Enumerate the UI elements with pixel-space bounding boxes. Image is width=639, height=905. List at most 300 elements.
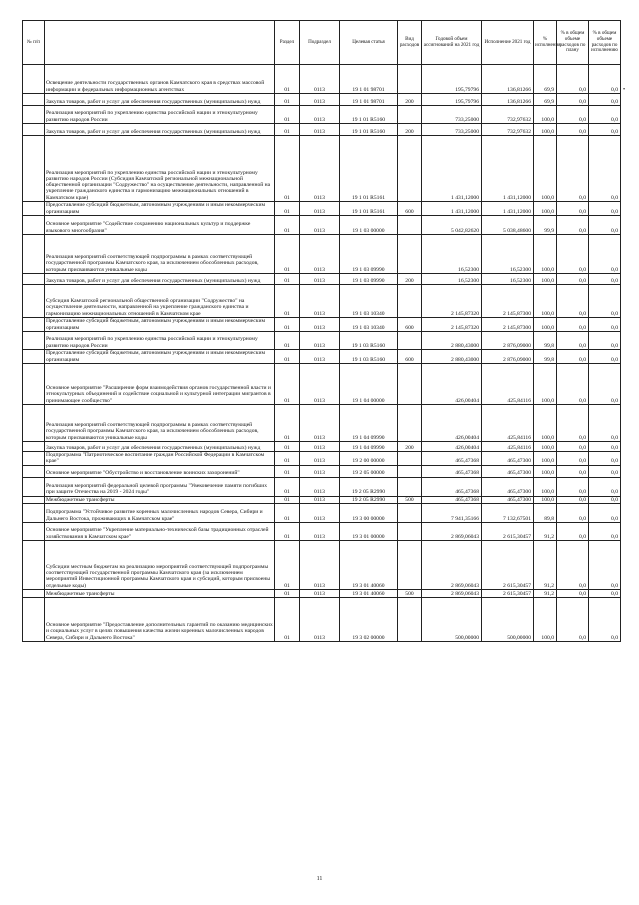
- cell-share-actual: 0,0: [589, 540, 621, 589]
- cell-expense-type: [398, 65, 422, 94]
- table-row: [23, 597, 621, 641]
- cell-actual: 7 132,67501: [482, 503, 534, 522]
- cell-subsection: 0113: [300, 235, 340, 274]
- cell-subsection: 0113: [300, 452, 340, 466]
- cell-subsection: 0113: [300, 540, 340, 589]
- cell-share-plan: 0,0: [557, 442, 589, 452]
- cell-plan: 2 145,87320: [422, 318, 482, 332]
- cell-subsection: 0113: [300, 503, 340, 522]
- cell-num: [23, 94, 45, 106]
- cell-section: 01: [275, 503, 300, 522]
- cell-share-actual: 0,0: [589, 350, 621, 364]
- cell-share-actual: 0,0: [589, 285, 621, 318]
- table-row: [23, 350, 621, 364]
- cell-section: 01: [275, 589, 300, 597]
- cell-share-plan: 0,0: [557, 522, 589, 540]
- header-name: [45, 21, 275, 65]
- cell-plan: 2 880,43000: [422, 350, 482, 364]
- table-header-row: [23, 21, 621, 65]
- cell-section: 01: [275, 496, 300, 503]
- cell-num: [23, 477, 45, 496]
- cell-section: 01: [275, 540, 300, 589]
- cell-share-actual: 0,0: [589, 465, 621, 477]
- cell-num: [23, 202, 45, 216]
- cell-name: Основное мероприятие "Расширение форм взаимодействия органов государственной власти и этнокультурных объединений и содействие социальной и культурной интеграции мигрантов в принимающее сообщество": [45, 364, 275, 405]
- cell-expense-type: [398, 452, 422, 466]
- header-actual: Исполнение 2021 год: [482, 21, 534, 65]
- cell-name: Освещение деятельности государственных органов Камчатского края в средствах массовой информации и федеральных информационных агентствах: [45, 65, 275, 94]
- cell-plan: 733,25000: [422, 124, 482, 136]
- cell-num: [23, 216, 45, 235]
- cell-target: 19 1 01 98701: [340, 65, 398, 94]
- cell-target: 19 1 04 00000: [340, 364, 398, 405]
- cell-pct: 100,0: [534, 318, 557, 332]
- table-row: [23, 452, 621, 466]
- cell-expense-type: [398, 503, 422, 522]
- cell-num: [23, 332, 45, 350]
- cell-share-actual: 0,0: [589, 589, 621, 597]
- cell-pct: 69,9: [534, 65, 557, 94]
- cell-plan: 2 145,87320: [422, 285, 482, 318]
- cell-name: Закупка товаров, работ и услуг для обеспечения государственных (муниципальных) нужд: [45, 274, 275, 285]
- cell-section: 01: [275, 452, 300, 466]
- cell-name: Закупка товаров, работ и услуг для обеспечения государственных (муниципальных) нужд: [45, 124, 275, 136]
- cell-pct: 99,8: [534, 332, 557, 350]
- cell-expense-type: [398, 285, 422, 318]
- cell-actual: 465,47300: [482, 452, 534, 466]
- cell-actual: 465,47300: [482, 477, 534, 496]
- cell-share-plan: 0,0: [557, 496, 589, 503]
- cell-expense-type: [398, 332, 422, 350]
- cell-section: 01: [275, 442, 300, 452]
- cell-target: 19 2 00 00000: [340, 452, 398, 466]
- cell-subsection: 0113: [300, 274, 340, 285]
- cell-num: [23, 442, 45, 452]
- cell-target: 19 2 05 R2990: [340, 496, 398, 503]
- table-row: [23, 442, 621, 452]
- table-row: [23, 202, 621, 216]
- cell-share-actual: 0,0: [589, 235, 621, 274]
- cell-expense-type: [398, 405, 422, 442]
- cell-section: 01: [275, 364, 300, 405]
- cell-pct: 100,0: [534, 405, 557, 442]
- cell-section: 01: [275, 522, 300, 540]
- cell-target: 19 1 03 00000: [340, 216, 398, 235]
- cell-share-plan: 0,0: [557, 136, 589, 202]
- cell-share-plan: 0,0: [557, 350, 589, 364]
- cell-pct: 100,0: [534, 496, 557, 503]
- cell-subsection: 0113: [300, 442, 340, 452]
- cell-num: [23, 503, 45, 522]
- cell-target: 19 1 03 R5160: [340, 350, 398, 364]
- cell-target: 19 1 01 R5160: [340, 106, 398, 124]
- cell-actual: 136,81266: [482, 65, 534, 94]
- cell-num: [23, 235, 45, 274]
- cell-target: 19 3 01 40060: [340, 540, 398, 589]
- cell-pct: 91,2: [534, 540, 557, 589]
- cell-actual: 2 615,30457: [482, 589, 534, 597]
- cell-plan: 2 869,06043: [422, 522, 482, 540]
- cell-num: [23, 318, 45, 332]
- cell-share-plan: 0,0: [557, 274, 589, 285]
- cell-num: [23, 124, 45, 136]
- cell-actual: 465,47300: [482, 496, 534, 503]
- cell-name: Подпрограмма "Патриотическое воспитание граждан Российской Федерации в Камчатском крае": [45, 452, 275, 466]
- table-row: [23, 503, 621, 522]
- cell-share-actual: 0,0: [589, 274, 621, 285]
- header-plan: Годовой объем ассигнований на 2021 год: [422, 21, 482, 65]
- cell-section: 01: [275, 136, 300, 202]
- cell-name: Основное мероприятие "Содействие сохранению национальных культур и поддержке языкового многообразия": [45, 216, 275, 235]
- cell-plan: 465,47368: [422, 477, 482, 496]
- table-row: [23, 477, 621, 496]
- cell-num: [23, 364, 45, 405]
- cell-actual: 500,00000: [482, 597, 534, 641]
- cell-share-actual: 0,0: [589, 597, 621, 641]
- cell-actual: 425,84116: [482, 405, 534, 442]
- cell-share-plan: 0,0: [557, 597, 589, 641]
- cell-plan: 733,25000: [422, 106, 482, 124]
- cell-share-actual: 0,0: [589, 136, 621, 202]
- cell-section: 01: [275, 597, 300, 641]
- cell-pct: 100,0: [534, 465, 557, 477]
- cell-actual: 2 615,30457: [482, 522, 534, 540]
- cell-subsection: 0113: [300, 106, 340, 124]
- cell-target: 19 1 01 R5161: [340, 136, 398, 202]
- cell-actual: 2 876,09000: [482, 332, 534, 350]
- table-row: [23, 124, 621, 136]
- cell-actual: 16,52300: [482, 274, 534, 285]
- cell-section: 01: [275, 94, 300, 106]
- cell-subsection: 0113: [300, 332, 340, 350]
- table-row: [23, 274, 621, 285]
- table-row: [23, 465, 621, 477]
- table-body: [23, 65, 621, 642]
- cell-plan: 500,00000: [422, 597, 482, 641]
- cell-target: 19 1 01 R5161: [340, 202, 398, 216]
- cell-name: Субсидии местным бюджетам на реализацию мероприятий соответствующей подпрограммы соответствующей государственной программы Камчатского края (за исключением мероприятий Инвестиционной программы Камчатского края и субсидий, которым присвоены отдельные коды): [45, 540, 275, 589]
- cell-actual: 1 431,12000: [482, 136, 534, 202]
- cell-share-actual: 0,0: [589, 477, 621, 496]
- cell-subsection: 0113: [300, 216, 340, 235]
- table-row: [23, 522, 621, 540]
- cell-actual: 732,97632: [482, 106, 534, 124]
- cell-pct: 100,0: [534, 274, 557, 285]
- table-row: [23, 106, 621, 124]
- cell-pct: 100,0: [534, 597, 557, 641]
- cell-section: 01: [275, 332, 300, 350]
- cell-name: Закупка товаров, работ и услуг для обеспечения государственных (муниципальных) нужд: [45, 442, 275, 452]
- cell-share-actual: 0,0: [589, 124, 621, 136]
- cell-actual: 425,84116: [482, 364, 534, 405]
- cell-target: 19 3 01 40060: [340, 589, 398, 597]
- cell-subsection: 0113: [300, 94, 340, 106]
- cell-share-plan: 0,0: [557, 477, 589, 496]
- cell-num: [23, 65, 45, 94]
- cell-target: 19 1 01 R5160: [340, 124, 398, 136]
- cell-expense-type: [398, 540, 422, 589]
- cell-actual: 2 876,09000: [482, 350, 534, 364]
- cell-plan: 5 042,82620: [422, 216, 482, 235]
- cell-share-plan: 0,0: [557, 332, 589, 350]
- document-page: [22, 20, 620, 642]
- cell-name: Предоставление субсидий бюджетным, автономным учреждениям и иным некоммерческим организациям: [45, 350, 275, 364]
- cell-plan: 1 431,12000: [422, 136, 482, 202]
- cell-share-plan: 0,0: [557, 94, 589, 106]
- cell-pct: 100,0: [534, 452, 557, 466]
- cell-actual: 5 038,48600: [482, 216, 534, 235]
- cell-actual: 2 615,30457: [482, 540, 534, 589]
- cell-plan: 195,79796: [422, 94, 482, 106]
- cell-subsection: 0113: [300, 589, 340, 597]
- cell-plan: 426,00404: [422, 442, 482, 452]
- cell-actual: 1 431,12000: [482, 202, 534, 216]
- cell-section: 01: [275, 477, 300, 496]
- cell-subsection: 0113: [300, 496, 340, 503]
- cell-share-actual: 0,0: [589, 65, 621, 94]
- side-mark: •: [623, 87, 626, 93]
- header-num: № п/п: [23, 21, 45, 65]
- cell-actual: 2 145,87300: [482, 285, 534, 318]
- cell-num: [23, 274, 45, 285]
- cell-num: [23, 597, 45, 641]
- cell-share-actual: 0,0: [589, 452, 621, 466]
- cell-num: [23, 405, 45, 442]
- table-row: [23, 540, 621, 589]
- cell-section: 01: [275, 65, 300, 94]
- table-row: [23, 65, 621, 94]
- cell-plan: 16,52300: [422, 274, 482, 285]
- cell-section: 01: [275, 235, 300, 274]
- cell-subsection: 0113: [300, 124, 340, 136]
- cell-expense-type: 500: [398, 496, 422, 503]
- cell-name: Основное мероприятие "Укрепление материально-технической базы традиционных отраслей хозяйствования в Камчатском крае": [45, 522, 275, 540]
- cell-pct: 99,8: [534, 350, 557, 364]
- cell-subsection: 0113: [300, 65, 340, 94]
- table-row: [23, 235, 621, 274]
- cell-plan: 16,52300: [422, 235, 482, 274]
- cell-num: [23, 350, 45, 364]
- budget-table: [22, 20, 621, 642]
- cell-share-plan: 0,0: [557, 202, 589, 216]
- cell-section: 01: [275, 106, 300, 124]
- cell-name: Реализация мероприятий соответствующей подпрограммы в рамках соответствующей государственной программы Камчатского края, за исключением обособленных расходов, которым присваиваются уникальные коды: [45, 235, 275, 274]
- cell-subsection: 0113: [300, 364, 340, 405]
- cell-target: 19 3 02 00000: [340, 597, 398, 641]
- cell-name: Закупка товаров, работ и услуг для обеспечения государственных (муниципальных) нужд: [45, 94, 275, 106]
- cell-num: [23, 285, 45, 318]
- cell-share-plan: 0,0: [557, 124, 589, 136]
- cell-num: [23, 136, 45, 202]
- cell-share-plan: 0,0: [557, 65, 589, 94]
- cell-expense-type: 200: [398, 442, 422, 452]
- cell-target: 19 3 00 00000: [340, 503, 398, 522]
- cell-share-plan: 0,0: [557, 452, 589, 466]
- cell-expense-type: [398, 235, 422, 274]
- cell-num: [23, 496, 45, 503]
- cell-name: Реализация мероприятий по укреплению единства российской нации и этнокультурному развитию народов России: [45, 332, 275, 350]
- cell-subsection: 0113: [300, 318, 340, 332]
- cell-share-actual: 0,0: [589, 364, 621, 405]
- cell-section: 01: [275, 465, 300, 477]
- cell-plan: 195,79796: [422, 65, 482, 94]
- header-target: Целевая статья: [340, 21, 398, 65]
- cell-num: [23, 465, 45, 477]
- cell-share-plan: 0,0: [557, 285, 589, 318]
- cell-expense-type: [398, 477, 422, 496]
- cell-name: Реализация мероприятий федеральной целевой программы "Увековечение памяти погибших при защите Отечества на 2019 - 2024 годы": [45, 477, 275, 496]
- cell-target: 19 3 01 00000: [340, 522, 398, 540]
- cell-pct: 100,0: [534, 442, 557, 452]
- cell-actual: 425,84116: [482, 442, 534, 452]
- cell-expense-type: 500: [398, 589, 422, 597]
- cell-name: Реализация мероприятий по укреплению единства российской нации и этнокультурному развитию народов России: [45, 106, 275, 124]
- table-row: [23, 136, 621, 202]
- table-row: [23, 496, 621, 503]
- cell-section: 01: [275, 216, 300, 235]
- cell-subsection: 0113: [300, 136, 340, 202]
- cell-share-actual: 0,0: [589, 442, 621, 452]
- cell-actual: 465,47300: [482, 465, 534, 477]
- cell-subsection: 0113: [300, 405, 340, 442]
- cell-plan: 465,47368: [422, 496, 482, 503]
- cell-section: 01: [275, 405, 300, 442]
- cell-name: Межбюджетные трансферты: [45, 589, 275, 597]
- cell-share-actual: 0,0: [589, 522, 621, 540]
- cell-subsection: 0113: [300, 465, 340, 477]
- cell-subsection: 0113: [300, 597, 340, 641]
- cell-expense-type: 200: [398, 124, 422, 136]
- page-number: 11: [316, 876, 323, 882]
- cell-expense-type: [398, 364, 422, 405]
- cell-pct: 100,0: [534, 285, 557, 318]
- cell-plan: 7 941,35166: [422, 503, 482, 522]
- cell-pct: 100,0: [534, 202, 557, 216]
- cell-name: Предоставление субсидий бюджетным, автономным учреждениям и иным некоммерческим организациям: [45, 202, 275, 216]
- cell-pct: 100,0: [534, 477, 557, 496]
- cell-name: Субсидия Камчатской региональной общественной организации "Содружество" на осуществление деятельности, направленной на укрепление гражданского единства и гармонизацию межнациональных отношений в Камчатском крае: [45, 285, 275, 318]
- cell-share-plan: 0,0: [557, 364, 589, 405]
- cell-name: Реализация мероприятий соответствующей подпрограммы в рамках соответствующей государственной программы Камчатского края, за исключением обособленных расходов, которым присваиваются уникальные коды: [45, 405, 275, 442]
- cell-pct: 100,0: [534, 364, 557, 405]
- cell-share-actual: 0,0: [589, 106, 621, 124]
- cell-target: 19 1 04 09990: [340, 442, 398, 452]
- cell-subsection: 0113: [300, 202, 340, 216]
- cell-actual: 136,81266: [482, 94, 534, 106]
- cell-pct: 89,8: [534, 503, 557, 522]
- table-row: [23, 94, 621, 106]
- header-share-plan: % в общем объеме расходов по плану: [557, 21, 589, 65]
- cell-pct: 91,2: [534, 589, 557, 597]
- cell-plan: 426,00404: [422, 364, 482, 405]
- table-row: [23, 332, 621, 350]
- cell-name: Основное мероприятие "Предоставление дополнительных гарантий по оказанию медицинских и социальных услуг в целях повышения качества жизни коренных малочисленных народов Севера, Сибири и Дальнего Востока": [45, 597, 275, 641]
- cell-expense-type: 600: [398, 350, 422, 364]
- cell-pct: 100,0: [534, 106, 557, 124]
- cell-section: 01: [275, 285, 300, 318]
- cell-share-plan: 0,0: [557, 235, 589, 274]
- cell-expense-type: 200: [398, 94, 422, 106]
- cell-actual: 2 145,87300: [482, 318, 534, 332]
- header-share-actual: % в общем объеме расходов по исполнению: [589, 21, 621, 65]
- cell-section: 01: [275, 350, 300, 364]
- cell-share-plan: 0,0: [557, 216, 589, 235]
- cell-target: 19 2 05 R2990: [340, 477, 398, 496]
- cell-subsection: 0113: [300, 285, 340, 318]
- cell-share-plan: 0,0: [557, 465, 589, 477]
- cell-plan: 465,47368: [422, 452, 482, 466]
- cell-section: 01: [275, 274, 300, 285]
- cell-share-plan: 0,0: [557, 540, 589, 589]
- table-row: [23, 589, 621, 597]
- cell-plan: 1 431,12000: [422, 202, 482, 216]
- cell-share-actual: 0,0: [589, 503, 621, 522]
- cell-num: [23, 452, 45, 466]
- cell-target: 19 1 03 09990: [340, 235, 398, 274]
- cell-subsection: 0113: [300, 477, 340, 496]
- cell-name: Подпрограмма "Устойчивое развитие коренных малочисленных народов Севера, Сибири и Дальнего Востока, проживающих в Камчатском крае": [45, 503, 275, 522]
- table-row: [23, 318, 621, 332]
- cell-expense-type: [398, 465, 422, 477]
- cell-share-plan: 0,0: [557, 318, 589, 332]
- cell-subsection: 0113: [300, 522, 340, 540]
- cell-num: [23, 540, 45, 589]
- cell-pct: 91,2: [534, 522, 557, 540]
- table-row: [23, 405, 621, 442]
- cell-expense-type: [398, 136, 422, 202]
- cell-pct: 100,0: [534, 136, 557, 202]
- cell-pct: 99,9: [534, 216, 557, 235]
- cell-share-actual: 0,0: [589, 405, 621, 442]
- table-row: [23, 285, 621, 318]
- cell-plan: 465,47368: [422, 465, 482, 477]
- cell-name: Межбюджетные трансферты: [45, 496, 275, 503]
- cell-name: Основное мероприятие "Обустройство и восстановление воинских захоронений": [45, 465, 275, 477]
- header-subsection: Подраздел: [300, 21, 340, 65]
- cell-num: [23, 522, 45, 540]
- cell-target: 19 1 03 10340: [340, 318, 398, 332]
- cell-subsection: 0113: [300, 350, 340, 364]
- cell-share-plan: 0,0: [557, 503, 589, 522]
- cell-plan: 2 869,06043: [422, 540, 482, 589]
- cell-expense-type: 600: [398, 202, 422, 216]
- cell-share-actual: 0,0: [589, 94, 621, 106]
- cell-expense-type: [398, 597, 422, 641]
- cell-share-actual: 0,0: [589, 216, 621, 235]
- cell-target: 19 1 04 09990: [340, 405, 398, 442]
- cell-section: 01: [275, 318, 300, 332]
- header-expense-type: Вид расходов: [398, 21, 422, 65]
- cell-actual: 16,52300: [482, 235, 534, 274]
- cell-plan: 2 869,06043: [422, 589, 482, 597]
- table-row: [23, 364, 621, 405]
- cell-section: 01: [275, 202, 300, 216]
- cell-share-actual: 0,0: [589, 496, 621, 503]
- cell-target: 19 2 05 00000: [340, 465, 398, 477]
- cell-expense-type: [398, 522, 422, 540]
- cell-share-plan: 0,0: [557, 405, 589, 442]
- cell-name: Предоставление субсидий бюджетным, автономным учреждениям и иным некоммерческим организациям: [45, 318, 275, 332]
- cell-expense-type: [398, 106, 422, 124]
- cell-num: [23, 106, 45, 124]
- cell-share-plan: 0,0: [557, 589, 589, 597]
- cell-name: Реализация мероприятий по укреплению единства российской нации и этнокультурному развитию народов России (Субсидия Камчатской региональной межнациональной общественной организации "Содружество" на осуществление деятельности, направленной на укрепление гражданского единства и гармонизацию межнациональных отношений в Камчатском крае): [45, 136, 275, 202]
- table-row: [23, 216, 621, 235]
- cell-share-actual: 0,0: [589, 318, 621, 332]
- cell-expense-type: 600: [398, 318, 422, 332]
- header-pct: % исполнения: [534, 21, 557, 65]
- cell-share-plan: 0,0: [557, 106, 589, 124]
